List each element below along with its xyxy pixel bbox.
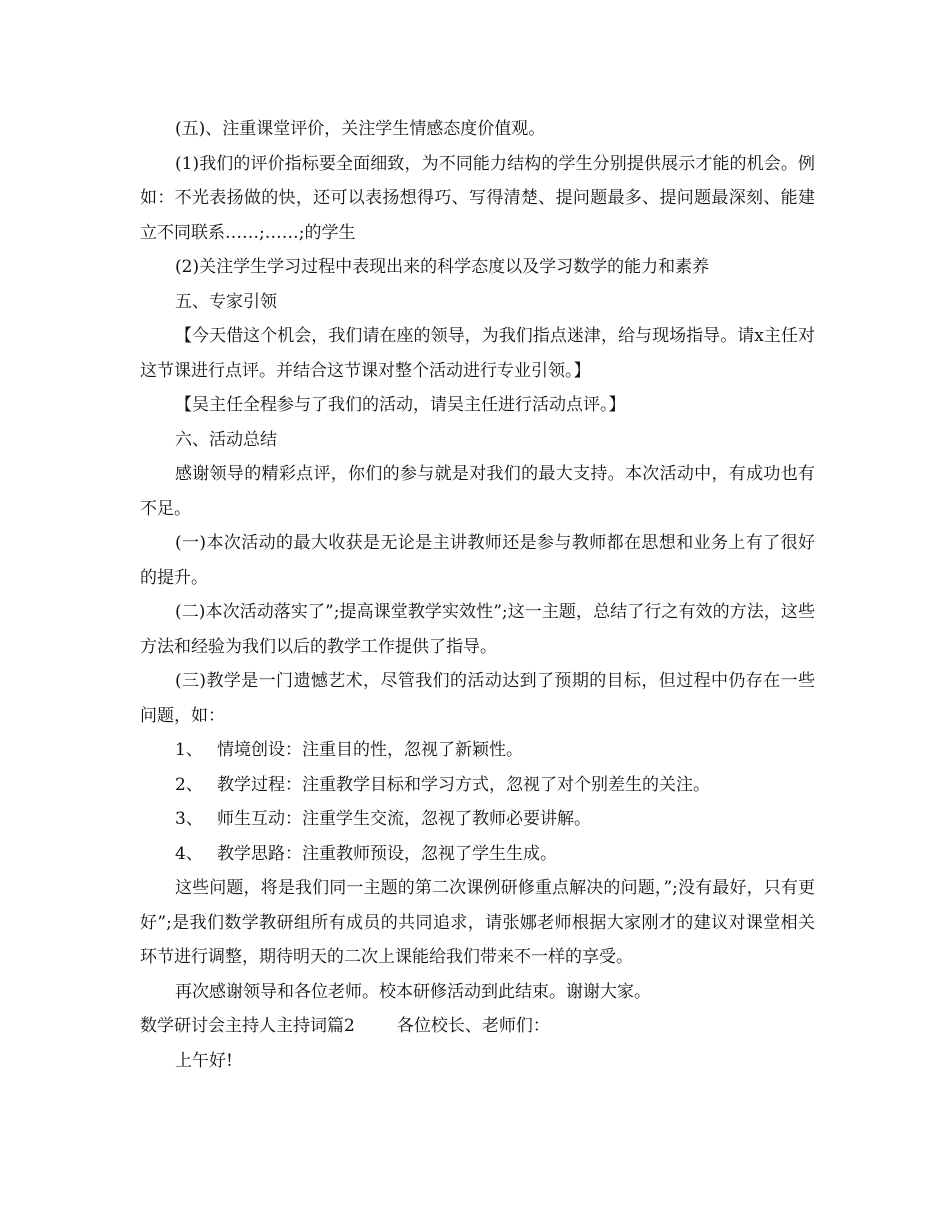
list-item-number: 2、: [175, 774, 203, 795]
paragraph-evaluation-point-2: (2)关注学生学习过程中表现出来的科学态度以及学习数学的能力和素养: [175, 257, 710, 277]
paragraph-thanks: 感谢领导的精彩点评，你们的参与就是对我们的最大支持。本次活动中，有成功也有不足。: [140, 464, 815, 519]
list-item-text: 教学过程：注重教学目标和学习方式，忽视了对个别差生的关注。: [217, 774, 710, 795]
salutation: 各位校长、老师们：: [396, 1016, 550, 1036]
section-title: 数学研讨会主持人主持词篇2: [140, 1016, 355, 1036]
list-item-text: 师生互动：注重学生交流，忽视了教师必要讲解。: [217, 809, 591, 829]
list-item-number: 3、: [175, 809, 203, 829]
list-item-text: 教学思路：注重教师预设，忽视了学生生成。: [217, 843, 557, 864]
paragraph-closing: 这些问题，将是我们同一主题的第二次课例研修重点解决的问题，”;没有最好，只有更好”;是我们数学教研组所有成员的共同追求，请张娜老师根据大家刚才的建议对课堂相关环节进行调整，期待明天的二次上课能给我们带来不一样的享受。: [140, 878, 815, 967]
paragraph-wu-review: 【吴主任全程参与了我们的活动，请吴主任进行活动点评。】: [175, 395, 626, 415]
list-item: [140, 837, 815, 872]
list-item-number: 4、: [175, 843, 203, 864]
section-title-line: [140, 1009, 815, 1044]
greeting: 上午好!: [175, 1050, 233, 1071]
paragraph-evaluation-heading: (五)、注重课堂评价，关注学生情感态度价值观。: [175, 119, 546, 139]
paragraph-summary-2: (二)本次活动落实了”;提高课堂教学实效性”;这一主题，总结了行之有效的方法，这些方法和经验为我们以后的教学工作提供了指导。: [140, 602, 815, 657]
list-item-number: 1、: [175, 740, 203, 760]
section-heading-expert-guidance: 五、专家引领: [175, 291, 277, 312]
list-item: [140, 733, 815, 768]
paragraph-expert-invite: 【今天借这个机会，我们请在座的领导，为我们指点迷津，给与现场指导。请x主任对这节课进行点评。并结合这节课对整个活动进行专业引领。】: [140, 326, 815, 381]
document-body: [140, 112, 815, 1078]
paragraph-final-thanks: 再次感谢领导和各位老师。校本研修活动到此结束。谢谢大家。: [175, 981, 651, 1002]
paragraph-summary-3: (三)教学是一门遗憾艺术，尽管我们的活动达到了预期的目标，但过程中仍存在一些问题，如：: [140, 671, 815, 726]
section-heading-activity-summary: 六、活动总结: [175, 429, 277, 450]
list-item: [140, 768, 815, 803]
list-item: [140, 802, 815, 837]
paragraph-summary-1: (一)本次活动的最大收获是无论是主讲教师还是参与教师都在思想和业务上有了很好的提升。: [140, 533, 815, 588]
paragraph-evaluation-point-1: (1)我们的评价指标要全面细致，为不同能力结构的学生分别提供展示才能的机会。例如：不光表扬做的快，还可以表扬想得巧、写得清楚、提问题最多、提问题最深刻、能建立不同联系……;……;的学生: [140, 153, 815, 243]
list-item-text: 情境创设：注重目的性，忽视了新颖性。: [217, 740, 523, 760]
